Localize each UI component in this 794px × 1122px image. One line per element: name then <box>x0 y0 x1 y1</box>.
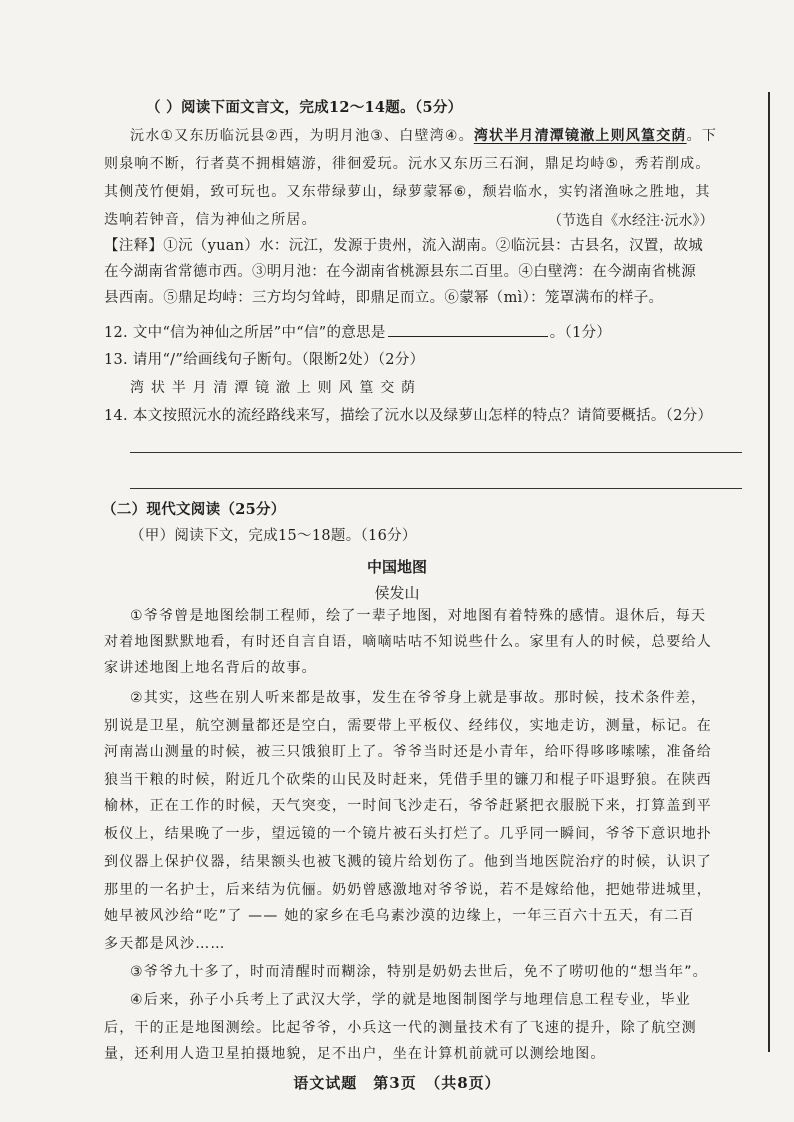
classical-line-2: 则泉响不断，行者莫不拥楫嬉游，徘徊爱玩。沅水又东历三石涧，鼎足均峙⑤，秀若削成。 <box>104 156 711 172</box>
article-line: 那里的一名护士，后来结为伉俪。奶奶曾感激地对爷爷说，若不是嫁给他，把她带进城里， <box>104 882 712 898</box>
article-line: 榆林，正在工作的时候，天气突变，一时间飞沙走石，爷爷赶紧把衣服脱下来，打算盖到平 <box>104 798 712 814</box>
question-12: 12. 文中“信为神仙之所居”中“信”的意思是 。（1分） <box>104 322 611 343</box>
article-line: ②其实，这些在别人听来都是故事，发生在爷爷身上就是事故。那时候，技术条件差， <box>130 690 707 706</box>
notes-line-2: 在今湖南省常德市西。③明月池：在今湖南省桃源县东二百里。④白壁湾：在今湖南省桃源 <box>104 264 696 280</box>
article-line: ③爷爷九十多了，时而清醒时而糊涂，特别是奶奶去世后，免不了唠叨他的“想当年”。 <box>130 964 708 980</box>
question-13: 13. 请用“/”给画线句子断句。（限断2处）（2分） <box>104 352 425 368</box>
q14-answer-line-1[interactable] <box>130 452 742 453</box>
modern-section-title: （二）现代文阅读（25分） <box>102 501 286 518</box>
q14-answer-line-2[interactable] <box>130 488 742 489</box>
article-line: 后，干的正是地图测绘。比起爷爷，小兵这一代的测量技术有了飞速的提升，除了航空测 <box>104 1020 697 1036</box>
classical-line-4: 迭响若钟音，信为神仙之所居。 <box>104 212 317 228</box>
question-13-sentence: 湾 状 半 月 清 潭 镜 澈 上 则 风 篁 交 荫 <box>130 380 417 396</box>
article-line: 狼当干粮的时候，附近几个砍柴的山民及时赶来，凭借手里的镰刀和棍子吓退野狼。在陕西 <box>104 772 712 788</box>
classical-line-1: 沅水①又东历临沅县②西，为明月池③、白壁湾④。湾状半月清潭镜澈上则风篁交荫。下 <box>130 128 718 144</box>
page-footer: 语文试题 第3页 （共8页） <box>293 1074 501 1092</box>
article-line: 到仪器上保护仪器，结果额头也被飞溅的镜片给划伤了。他到当地医院治疗的时候，认识了 <box>104 854 712 870</box>
article-line: 多天都是风沙…… <box>104 936 226 952</box>
classical-source: （节选自《水经注·沅水》） <box>548 213 714 229</box>
article-line: 板仪上，结果晚了一步，望远镜的一个镜片被石头打烂了。几乎同一瞬间，爷爷下意识地扑 <box>104 826 712 842</box>
underlined-sentence: 湾状半月清潭镜澈上则风篁交荫 <box>473 128 687 144</box>
question-14: 14. 本文按照沅水的流经路线来写，描绘了沅水以及绿萝山怎样的特点？请简要概括。（2分） <box>104 408 713 424</box>
article-line: 别说是卫星，航空测量都还是空白，需要带上平板仪、经纬仪，实地走访，测量，标记。在 <box>104 718 712 734</box>
article-title: 中国地图 <box>366 558 427 576</box>
article-line: 河南嵩山测量的时候，被三只饿狼盯上了。爷爷当时还是小青年，给吓得哆哆嗦嗦，准备给 <box>104 744 712 760</box>
q12-answer-blank[interactable] <box>388 322 548 337</box>
notes-line-1: 【注释】①沅（yuan）水：沅江，发源于贵州，流入湖南。②临沅县：古县名，汉置，故城 <box>104 238 704 254</box>
article-author: 侯发山 <box>374 584 420 602</box>
article-line: 她早被风沙给“吃”了 —— 她的家乡在毛乌素沙漠的边缘上，一年三百六十五天，有二百 <box>104 908 695 924</box>
article-line: 家讲述地图上地名背后的故事。 <box>104 660 317 676</box>
classical-line-3: 其侧茂竹便娟，致可玩也。又东带绿萝山，绿萝蒙幂⑥，颓岩临水，实钓渚渔咏之胜地，其 <box>104 184 711 200</box>
modern-sub-title: （甲）阅读下文，完成15～18题。（16分） <box>130 528 417 544</box>
article-line: ①爷爷曾是地图绘制工程师，绘了一辈子地图，对地图有着特殊的感情。退休后，每天 <box>130 608 707 624</box>
article-line: ④后来，孙子小兵考上了武汉大学，学的就是地图制图学与地理信息工程专业，毕业 <box>130 992 691 1008</box>
article-line: 对着地图默默地看，有时还自言自语，嘀嘀咕咕不知说些什么。家里有人的时候，总要给人 <box>104 634 712 650</box>
classical-header: （ ）阅读下面文言文，完成12～14题。（5分） <box>146 99 463 116</box>
article-line: 量，还利用人造卫星拍摄地貌，足不出户，坐在计算机前就可以测绘地图。 <box>104 1046 606 1062</box>
notes-line-3: 县西南。⑤鼎足均峙：三方均匀耸峙，即鼎足而立。⑥蒙幂（mì）：笼罩满布的样子。 <box>104 290 664 306</box>
